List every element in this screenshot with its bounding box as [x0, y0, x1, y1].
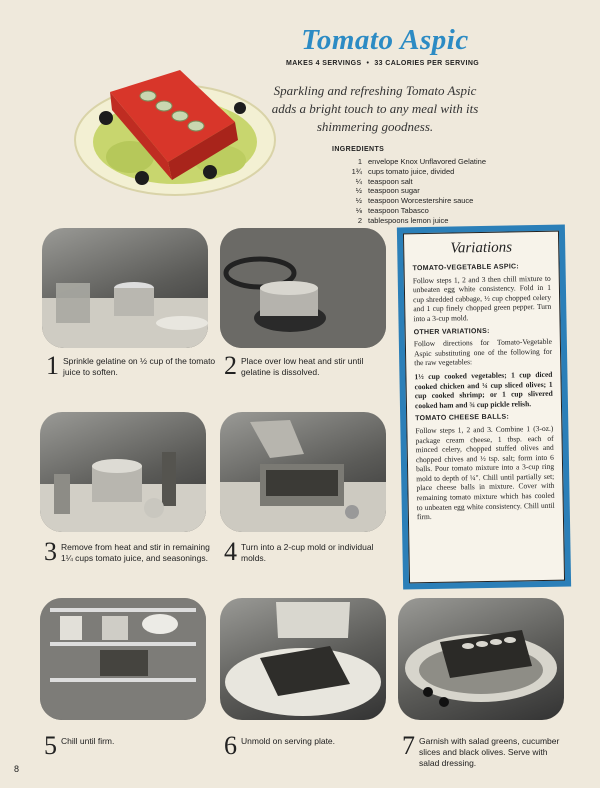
step-number: 2: [224, 351, 237, 380]
step-2-photo: [220, 228, 386, 348]
step-4-photo: [220, 412, 386, 532]
calories-text: 33 CALORIES PER SERVING: [374, 60, 480, 67]
ingredients-heading: INGREDIENTS: [332, 146, 385, 153]
step-7: [402, 731, 568, 769]
step-text: Unmold on serving plate.: [241, 736, 336, 746]
variation-text: Follow directions for Tomato-Vegetable Aspic substituting one of the following for the raw vegetables:: [413, 336, 553, 368]
step-number: 1: [46, 351, 59, 380]
intro-text: Sparkling and refreshing Tomato Aspic adds a bright touch to any meal with its shimmering goodness.: [271, 83, 479, 134]
step-text: Sprinkle gelatine on ½ cup of the tomato juice to soften.: [63, 356, 216, 377]
servings-text: MAKES 4 SERVINGS: [286, 60, 362, 67]
recipe-title: Tomato Aspic: [301, 24, 469, 56]
step-number: 3: [44, 537, 57, 566]
step-3-photo: [40, 412, 206, 532]
step-3: [44, 537, 216, 566]
ingredients-list: [336, 157, 486, 226]
step-5: [44, 731, 214, 760]
step-text: Remove from heat and stir in remaining 1¼ cups tomato juice, and seasonings.: [61, 542, 210, 563]
step-number: 4: [224, 537, 237, 566]
page-number: 8: [14, 764, 20, 774]
variation-heading: OTHER VARIATIONS:: [413, 327, 490, 336]
variations-card: [403, 231, 565, 584]
step-6-photo: [220, 598, 386, 720]
variation-text: Follow steps 1, 2 and 3 then chill mixture to unbeaten egg white consistency. Fold in 1 cup shredded cabbage, ½ cup chopped celery and 1 cup finely chopped green pepper. Turn into a 3-cup mold.: [412, 273, 552, 324]
step-number: 7: [402, 731, 415, 760]
step-number: 5: [44, 731, 57, 760]
step-number: 6: [224, 731, 237, 760]
step-5-photo: [40, 598, 206, 720]
ingredient-item: 2 tablespoons lemon juice: [357, 215, 449, 225]
ingredient-item: ½ teaspoon sugar: [355, 186, 420, 196]
step-text: Turn into a 2-cup mold or individual molds.: [241, 542, 374, 563]
variation-heading: TOMATO CHEESE BALLS:: [415, 413, 510, 423]
step-4: [224, 537, 390, 566]
ingredient-item: ⅛ teaspoon Tabasco: [355, 205, 429, 215]
variation-text: 1½ cup cooked vegetables; 1 cup diced cooked chicken and ¼ cup sliced olives; 1 cup cooked shrimp; or 1 cup slivered cooked ham and ¾ cup pickle relish.: [414, 369, 553, 410]
step-text: Garnish with salad greens, cucumber slices and black olives. Serve with salad dressing.: [419, 736, 560, 768]
step-6: [224, 731, 390, 760]
separator-dot: •: [366, 60, 370, 67]
ingredient-item: ¼ teaspoon salt: [355, 176, 413, 186]
step-7-photo: [398, 598, 564, 720]
servings-calories-line: [286, 60, 479, 67]
step-text: Chill until firm.: [61, 736, 115, 746]
ingredient-item: 1¾ cups tomato juice, divided: [351, 166, 455, 176]
step-1: [46, 351, 216, 380]
step-1-photo: [42, 228, 208, 348]
variations-title: Variations: [450, 239, 513, 257]
aspic-dish-photo: [70, 62, 280, 202]
variation-text: Follow steps 1, 2 and 3. Combine 1 (3-oz.) package cream cheese, 1 tbsp. each of minced celery, chopped stuffed olives and chopped chives and ½ tsp. salt; form into 6 balls. Pour tomato mixture into a 3-cup ring mold to depth of ¼". Chill until partially set; place cheese balls in mixture. Cover with remaining tomato mixture which has cooled to unbeaten egg white consistency. Chill until firm.: [415, 423, 555, 522]
variations-box: [397, 225, 571, 590]
ingredient-item: 1 envelope Knox Unflavored Gelatine: [357, 157, 486, 166]
ingredient-item: ½ teaspoon Worcestershire sauce: [355, 196, 474, 206]
step-2: [224, 351, 390, 380]
step-text: Place over low heat and stir until gelatine is dissolved.: [241, 356, 364, 377]
variation-heading: TOMATO-VEGETABLE ASPIC:: [412, 263, 520, 273]
